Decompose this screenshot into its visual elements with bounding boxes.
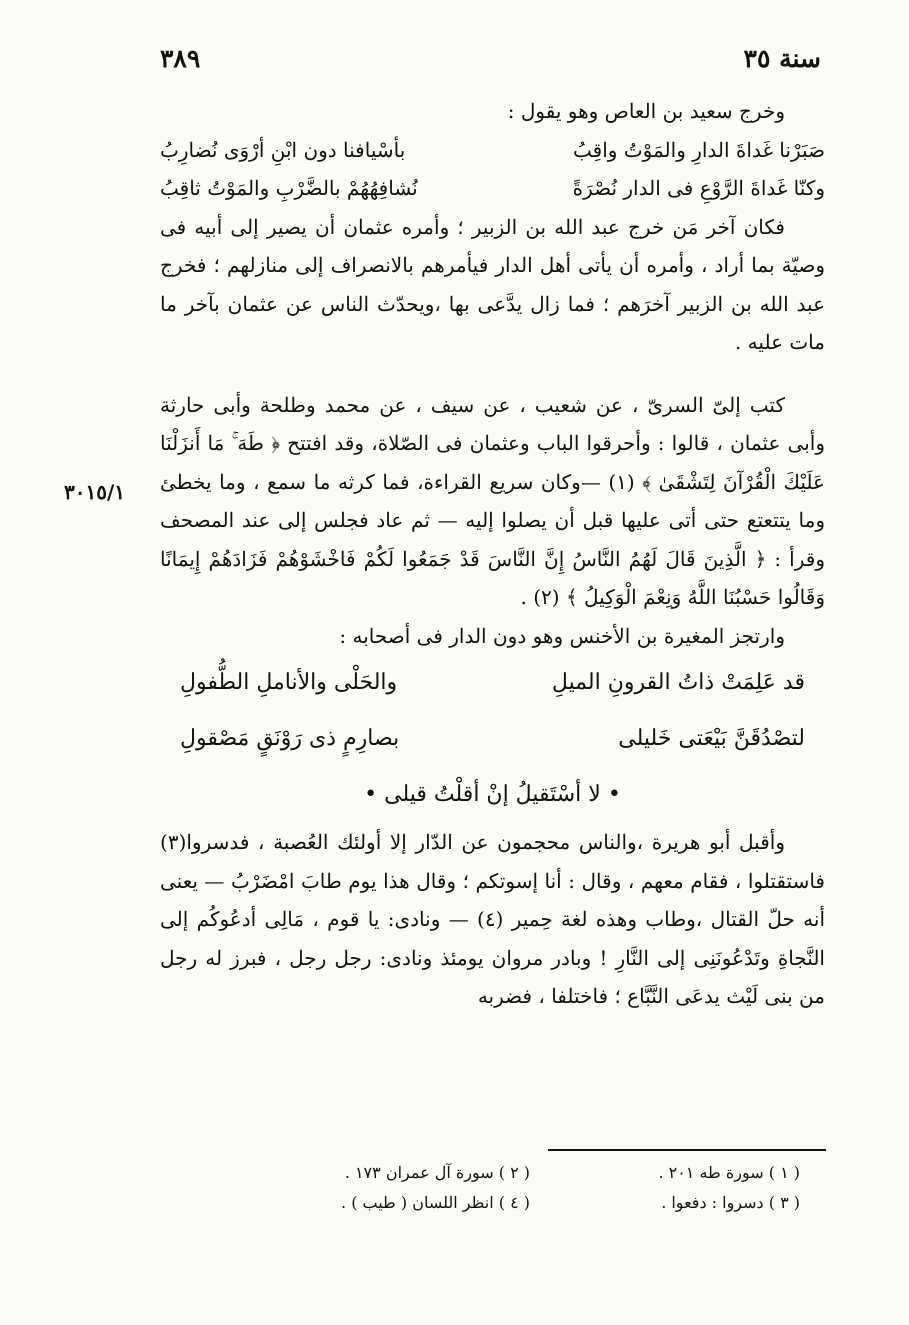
page-number: ٣٨٩: [160, 44, 201, 73]
rajaz-poem: [160, 655, 825, 823]
verse-hemistich: وكنّا غَداةَ الرَّوْعِ فى الدار نُصْرَةً: [572, 176, 825, 200]
verse-hemistich: والحَلْى والأناملِ الطُّفولِ: [180, 670, 398, 695]
paragraph: كتب إلىّ السرىّ ، عن شعيب ، عن سيف ، عن محمد وطلحة وأبى حارثة وأبى عثمان ، قالوا : وأحرقوا الباب وعثمان فى الصّلاة، وقد افتتح ﴿ طَهَ ۚ مَا أَنزَلْنَا عَلَيْكَ الْقُرْآنَ لِتَشْقَىٰ ﴾ (١) —وكان سريع القراءة، فما كرثه ما سمع ، وما يخطئ وما يتتعتع حتى أتى عليها قبل أن يصلوا إليه — ثم عاد فجلس إلى عند المصحف وقرأ : ﴿ الَّذِينَ قَالَ لَهُمُ النَّاسُ إِنَّ النَّاسَ قَدْ جَمَعُوا لَكُمْ فَاخْشَوْهُمْ فَزَادَهُمْ إِيمَانًا وَقَالُوا حَسْبُنَا اللَّهُ وَنِعْمَ الْوَكِيلُ ﴾ (٢) .: [160, 392, 825, 609]
main-text: [160, 92, 825, 1016]
verse-hemistich: صَبَرْنا غَداةَ الدارِ والمَوْتُ واقِبُ: [573, 137, 825, 162]
running-head: سنة ٣٥: [743, 44, 821, 73]
margin-date: ٣٠١٥/١: [64, 480, 126, 504]
verse-hemistich: لتصْدُقَنَّ بَيْعَتى خَليلى: [618, 726, 805, 751]
footnote: ( ٣ ) دسروا : دفعوا .: [661, 1193, 800, 1212]
paragraph-intro: وخرج سعيد بن العاص وهو يقول :: [507, 99, 785, 123]
footnote: ( ٤ ) انظر اللسان ( طيب ) .: [341, 1193, 530, 1212]
verse-line: [160, 131, 825, 170]
footnote-row: [280, 1188, 800, 1218]
verse-hemistich: بأسْيافنا دون ابْنِ أرْوَى نُضارِبُ: [160, 137, 406, 162]
paragraph: فكان آخر مَن خرج عبد الله بن الزبير ؛ وأمره عثمان أن يصير إلى أبيه فى وصيّة بما أراد ، وأمره أن يأتى أهل الدار فيأمرهم بالانصراف إلى منازلهم ؛ فخرج عبد الله بن الزبير آخرَهم ؛ فما زال يدَّعى بها ،ويحدّث الناس عن عثمان بآخر ما مات عليه .: [160, 214, 825, 354]
footnote-rule: [548, 1149, 826, 1151]
footnote: ( ٢ ) سورة آل عمران ١٧٣ .: [344, 1163, 530, 1182]
verse-line: [180, 655, 805, 711]
verse-hemistich: نُشافِهُهُمْ بالضَّرْبِ والمَوْتُ ثاقِبُ: [160, 176, 418, 200]
footnotes: [280, 1158, 800, 1218]
verse-line: [160, 169, 825, 208]
spacer: [160, 362, 825, 386]
verse-hemistich: بصارِمٍ ذى رَوْنَقٍ مَصْقولِ: [180, 726, 400, 751]
paragraph: وأقبل أبو هريرة ،والناس محجمون عن الدّار إلا أولئك العُصبة ، فدسروا(٣) فاستقتلوا ، فقام معهم ، وقال : أنا إسوتكم ؛ وقال هذا يوم طابَ امْضَرْبُ — يعنى أنه حلّ القتال ،وطاب وهذه لغة حِمير (٤) — ونادى: يا قوم ، مَالِى أدعُوكُم إلى النَّجاةِ وتَدْعُونَنِى إلى النَّارِ ! وبادر مروان يومئذ ونادى: رجل رجل ، فبرز له رجل من بنى لَيْث يدعَى النَّبَّاع ؛ فاختلفا ، فضربه: [160, 830, 825, 1008]
paragraph-intro: وارتجز المغيرة بن الأخنس وهو دون الدار فى أصحابه :: [339, 623, 785, 648]
verse-line: • لا أسْتَقيلُ إنْ أقلْتُ قيلى •: [364, 782, 621, 807]
footnote-row: [280, 1158, 800, 1188]
verse-line: [180, 711, 805, 767]
footnote: ( ١ ) سورة طه ٢٠١ .: [658, 1163, 800, 1182]
verse-hemistich: قد عَلِمَتْ ذاتُ القرونِ الميلِ: [551, 670, 805, 695]
